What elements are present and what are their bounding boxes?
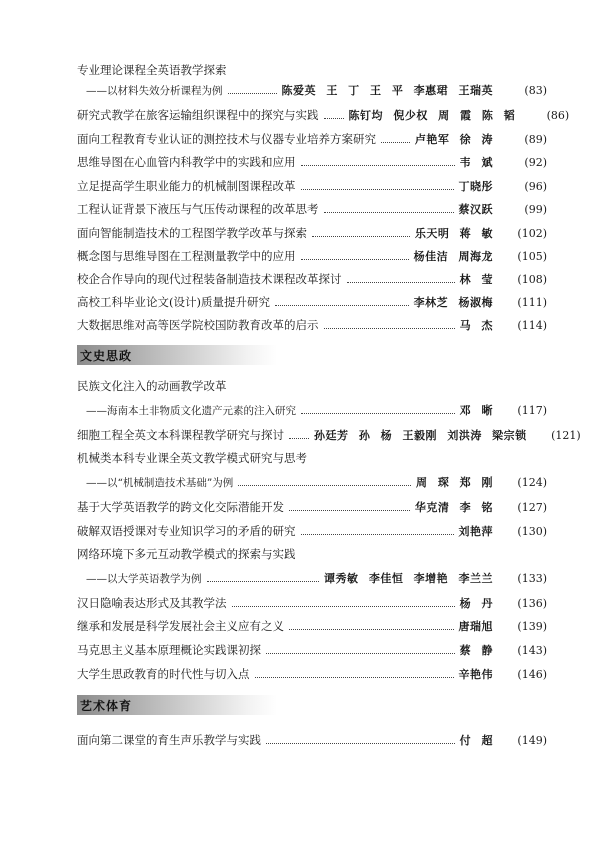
toc-entry[interactable] — [77, 224, 547, 242]
leader-dots — [266, 743, 455, 744]
leader-dots — [347, 282, 455, 283]
toc-entry-page: (149) — [517, 733, 547, 747]
toc-entry-page: (108) — [517, 272, 547, 286]
leader-dots — [324, 212, 454, 213]
toc-entry-page: (83) — [524, 83, 547, 97]
toc-entry-authors: 唐瑞旭 — [458, 620, 493, 633]
toc-entry-title: 专业理论课程全英语教学探索 — [77, 63, 227, 77]
toc-entry-title: 概念图与思维导图在工程测量教学中的应用 — [77, 249, 296, 263]
toc-entry[interactable] — [77, 130, 547, 148]
toc-entry-page: (124) — [517, 475, 547, 489]
toc-entry-page: (102) — [517, 226, 547, 240]
toc-entry[interactable] — [86, 473, 547, 491]
toc-entry-page: (96) — [524, 179, 547, 193]
toc-entry[interactable] — [77, 293, 547, 311]
toc-entry-subtitle: ——海南本土非物质文化遗产元素的注入研究 — [86, 404, 296, 417]
toc-entry-page: (105) — [517, 249, 547, 263]
toc-entry-page: (111) — [517, 295, 547, 309]
toc-entry-authors: 丁晓彤 — [458, 180, 493, 193]
toc-entry-authors: 周 琛 郑 刚 — [416, 476, 493, 489]
toc-entry-title: 继承和发展是科学发展社会主义应有之义 — [77, 619, 284, 633]
toc-entry-page: (127) — [517, 500, 547, 514]
toc-entry-authors: 卢艳军 徐 涛 — [414, 133, 493, 146]
toc-entry-title: 研究式教学在旅客运输组织课程中的探究与实践 — [77, 108, 319, 122]
toc-entry[interactable] — [77, 270, 547, 288]
toc-entry-title: 民族文化注入的动画教学改革 — [77, 379, 227, 393]
toc-entry-authors: 李林芝 杨淑梅 — [413, 296, 493, 309]
toc-entry-page: (136) — [517, 596, 547, 610]
leader-dots — [289, 510, 410, 511]
toc-entry-authors: 陈爱英 王 丁 王 平 李惠珺 王瑞英 — [281, 84, 493, 97]
toc-entry[interactable] — [77, 177, 547, 195]
leader-dots — [232, 606, 455, 607]
toc-entry[interactable] — [77, 498, 547, 516]
toc-entry[interactable] — [77, 153, 547, 171]
toc-entry-title: 网络环境下多元互动教学模式的探索与实践 — [77, 547, 296, 561]
leader-dots — [266, 653, 455, 654]
leader-dots — [301, 413, 455, 414]
section-header-label: 艺术体育 — [80, 698, 133, 713]
leader-dots — [301, 534, 454, 535]
toc-entry[interactable] — [77, 731, 547, 749]
toc-entry-page: (133) — [517, 571, 547, 585]
toc-entry[interactable] — [77, 200, 547, 218]
leader-dots — [301, 165, 455, 166]
toc-entry-page: (114) — [517, 318, 547, 332]
toc-entry[interactable] — [77, 522, 547, 540]
toc-entry-page: (89) — [524, 132, 547, 146]
leader-dots — [301, 259, 409, 260]
leader-dots — [289, 629, 454, 630]
leader-dots — [312, 236, 410, 237]
toc-entry[interactable] — [77, 617, 547, 635]
leader-dots — [228, 93, 277, 94]
toc-entry-title: 细胞工程全英文本科课程教学研究与探讨 — [77, 428, 284, 442]
toc-entry-subtitle: ——以“机械制造技术基础”为例 — [86, 476, 234, 489]
leader-dots — [301, 189, 454, 190]
toc-entry-authors: 陈钉均 倪少权 周 霞 陈 韬 — [348, 109, 516, 122]
toc-entry[interactable] — [77, 594, 547, 612]
toc-entry[interactable] — [77, 665, 547, 683]
toc-entry-authors: 谭秀敏 李佳恒 李增艳 李兰兰 — [324, 572, 493, 585]
toc-entry-subtitle: ——以材料失效分析课程为例 — [86, 84, 223, 97]
toc-entry-title: 大数据思维对高等医学院校国防教育改革的启示 — [77, 318, 319, 332]
leader-dots — [275, 305, 409, 306]
toc-entry[interactable] — [77, 247, 547, 265]
toc-entry-authors: 华克清 李 铭 — [414, 501, 493, 514]
toc-entry-page: (143) — [517, 643, 547, 657]
toc-entry-title: 大学生思政教育的时代性与切入点 — [77, 667, 250, 681]
toc-entry-authors: 韦 斌 — [459, 156, 493, 169]
leader-dots — [255, 677, 454, 678]
toc-entry-page: (92) — [524, 155, 547, 169]
toc-entry-title: 汉日隐喻表达形式及其教学法 — [77, 596, 227, 610]
section-header-label: 文史思政 — [80, 348, 133, 363]
toc-entry-title: 基于大学英语教学的跨文化交际潜能开发 — [77, 500, 284, 514]
leader-dots — [207, 581, 320, 582]
toc-entry-title: 机械类本科专业课全英文教学模式研究与思考 — [77, 451, 307, 465]
toc-entry-page: (99) — [524, 202, 547, 216]
toc-entry-authors: 蔡汉跃 — [458, 203, 493, 216]
toc-entry-authors: 杨 丹 — [459, 597, 493, 610]
toc-entry-authors: 孙廷芳 孙 杨 王毅刚 刘洪涛 梁宗锁 — [314, 429, 527, 442]
toc-entry[interactable] — [86, 569, 547, 587]
toc-entry-page: (117) — [517, 403, 547, 417]
toc-entry-authors: 杨佳洁 周海龙 — [413, 250, 493, 263]
toc-entry-authors: 付 超 — [459, 734, 493, 747]
toc-entry-subtitle: ——以大学英语教学为例 — [86, 572, 202, 585]
toc-entry[interactable] — [77, 426, 581, 444]
toc-entry-authors: 林 莹 — [459, 273, 493, 286]
toc-entry[interactable] — [77, 106, 570, 124]
toc-entry-title: 破解双语授课对专业知识学习的矛盾的研究 — [77, 524, 296, 538]
toc-entry-authors: 乐天明 蒋 敏 — [414, 227, 493, 240]
leader-dots — [381, 142, 410, 143]
toc-entry-title: 立足提高学生职业能力的机械制图课程改革 — [77, 179, 296, 193]
section-header-yishu — [77, 695, 277, 715]
toc-entry[interactable] — [86, 401, 547, 419]
toc-entry-page: (121) — [551, 428, 581, 442]
toc-entry-page: (130) — [517, 524, 547, 538]
toc-entry-page: (139) — [517, 619, 547, 633]
leader-dots — [238, 485, 411, 486]
leader-dots — [289, 438, 309, 439]
toc-entry[interactable] — [86, 81, 547, 99]
toc-entry-title: 面向工程教育专业认证的测控技术与仪器专业培养方案研究 — [77, 132, 376, 146]
leader-dots — [324, 328, 455, 329]
toc-entry[interactable] — [77, 316, 547, 334]
leader-dots — [324, 118, 344, 119]
toc-entry-authors: 辛艳伟 — [458, 668, 493, 681]
toc-entry-title: 思维导图在心血管内科教学中的实践和应用 — [77, 155, 296, 169]
toc-entry-authors: 马 杰 — [459, 319, 493, 332]
toc-entry-title: 面向智能制造技术的工程图学教学改革与探索 — [77, 226, 307, 240]
toc-entry-title: 马克思主义基本原理概论实践课初探 — [77, 643, 261, 657]
toc-entry[interactable] — [77, 641, 547, 659]
section-header-wenshi — [77, 345, 277, 365]
toc-entry-title: 面向第二课堂的育生声乐教学与实践 — [77, 733, 261, 747]
toc-entry-authors: 邓 晰 — [459, 404, 493, 417]
toc-entry-title: 高校工科毕业论文(设计)质量提升研究 — [77, 295, 270, 309]
toc-entry-authors: 蔡 静 — [459, 644, 493, 657]
toc-entry-title: 工程认证背景下液压与气压传动课程的改革思考 — [77, 202, 319, 216]
toc-entry-authors: 刘艳萍 — [458, 525, 493, 538]
toc-entry-title: 校企合作导向的现代过程装备制造技术课程改革探讨 — [77, 272, 342, 286]
toc-entry-page: (146) — [517, 667, 547, 681]
toc-entry-page: (86) — [546, 108, 570, 122]
